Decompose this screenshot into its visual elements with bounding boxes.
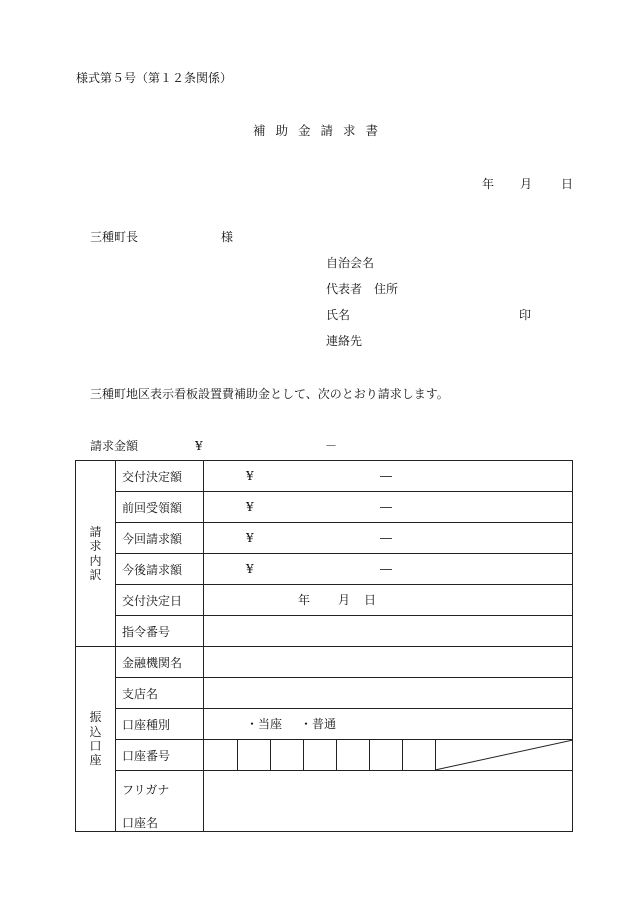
account-type-field [204, 709, 573, 740]
applicant-name: 氏名 [326, 308, 351, 322]
date-year: 年 [482, 177, 495, 191]
transfer-account-label: 振 込 口 座 [76, 647, 116, 832]
row-label: 指令番号 [116, 616, 204, 647]
table-row [76, 461, 573, 492]
date-month: 月 [520, 177, 533, 191]
row-label: 交付決定額 [116, 461, 204, 492]
bank-name-field[interactable] [204, 647, 573, 678]
grant-decision-amount-field[interactable]: ¥ ― [204, 461, 573, 492]
future-request-amount-field[interactable]: ¥ ― [204, 554, 573, 585]
table-row [76, 678, 573, 709]
branch-name-field[interactable] [204, 678, 573, 709]
row-label: 今後請求額 [116, 554, 204, 585]
unused-area-diagonal [204, 740, 573, 770]
order-number-field[interactable] [204, 616, 573, 647]
request-amount-label: 請求金額 [90, 439, 139, 453]
table-row [76, 771, 573, 832]
account-name-field[interactable] [204, 771, 573, 832]
row-label: フリガナ 口座名 [116, 771, 204, 832]
previous-received-amount-field[interactable]: ¥ ― [204, 492, 573, 523]
request-statement: 三種町地区表示看板設置費補助金として、次のとおり請求します。 [90, 387, 449, 401]
table-row [76, 740, 573, 771]
table-row [76, 647, 573, 678]
request-breakdown-label: 請 求 内 訳 [76, 461, 116, 647]
row-label: 金融機関名 [116, 647, 204, 678]
request-amount-yen: ¥ [195, 439, 203, 453]
table-row [76, 492, 573, 523]
date-day: 日 [561, 177, 574, 191]
account-number-field [204, 740, 573, 771]
account-type-checking-option[interactable]: ・当座 [246, 717, 283, 731]
request-amount-dash: － [325, 439, 338, 453]
decision-date-field[interactable]: 年 月 日 [204, 585, 573, 616]
table-row [76, 616, 573, 647]
table-row [76, 523, 573, 554]
form-number: 様式第５号（第１２条関係） [76, 71, 233, 85]
table-row [76, 709, 573, 740]
addressee-honorific: 様 [221, 230, 234, 244]
seal-mark: 印 [519, 308, 532, 322]
row-label: 交付決定日 [116, 585, 204, 616]
document-title: 補助金請求書 [253, 123, 389, 138]
table-row [76, 554, 573, 585]
applicant-contact: 連絡先 [326, 334, 363, 348]
applicant-org: 自治会名 [326, 256, 375, 270]
table-row [76, 585, 573, 616]
current-request-amount-field[interactable]: ¥ ― [204, 523, 573, 554]
row-label: 口座番号 [116, 740, 204, 771]
row-label: 支店名 [116, 678, 204, 709]
account-type-savings-option[interactable]: ・普通 [300, 717, 337, 731]
row-label: 口座種別 [116, 709, 204, 740]
row-label: 前回受領額 [116, 492, 204, 523]
applicant-rep-address: 代表者 住所 [326, 282, 399, 296]
row-label: 今回請求額 [116, 523, 204, 554]
request-table [75, 460, 573, 832]
addressee-name: 三種町長 [90, 230, 139, 244]
